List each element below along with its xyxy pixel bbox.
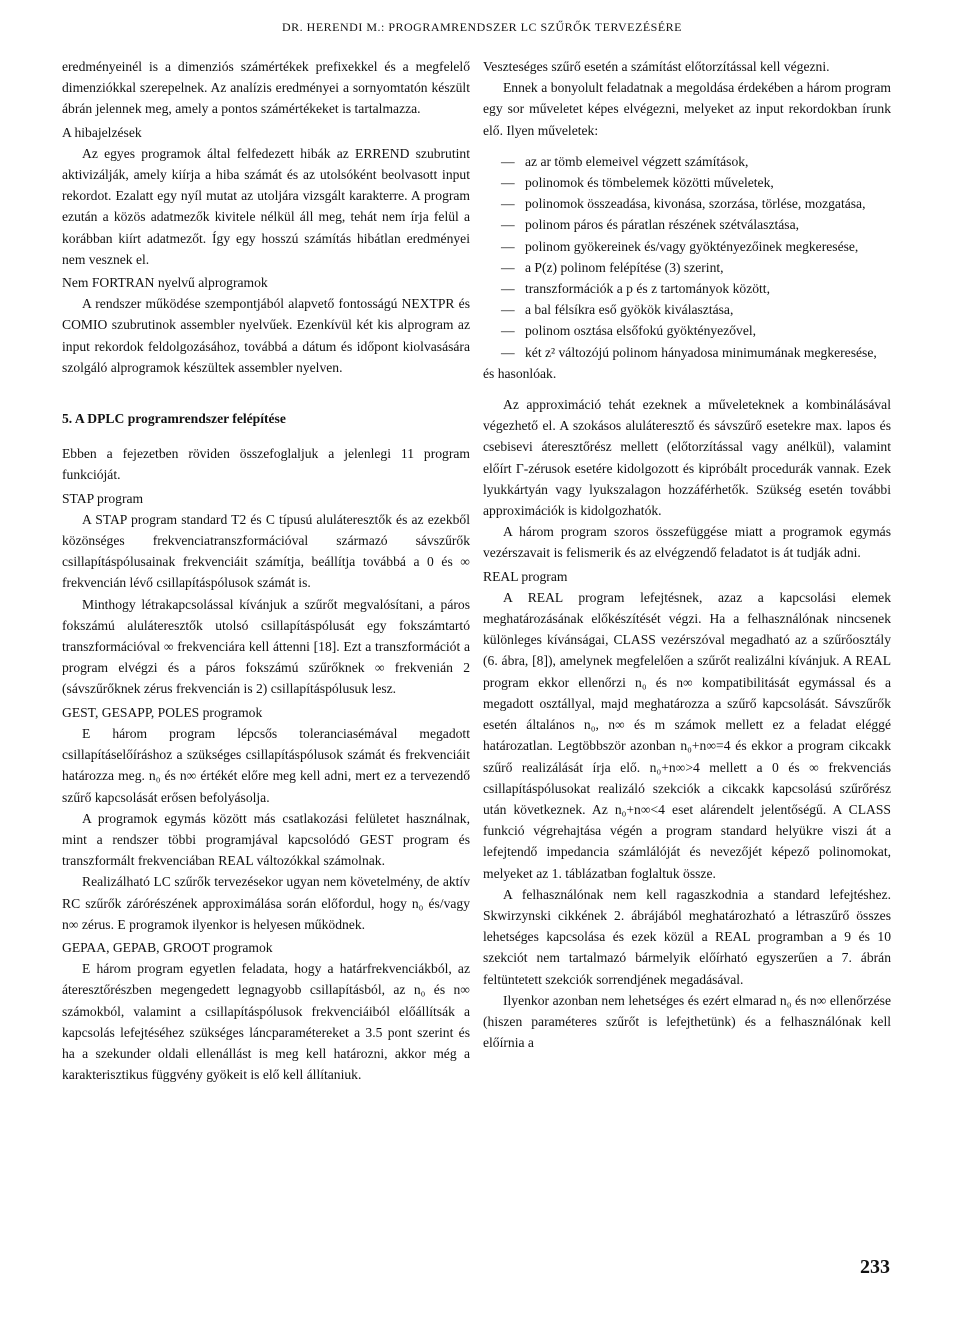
- paragraph: E három program egyetlen feladata, hogy a határfrekvenciákból, az áteresztőrészben megengedett legnagyobb csillapításból, az n₀ és n∞ számokból, valamint a csillapításpólusok frekvenciáiból előállítsák a kapcsolás lefejtéséhez szükséges láncparamétereket a 3.5 pont szerint és ha a szekunder oldali ellenállást is meg kell határozni, akkor még a karakterisztikus függvény gyökeit is elő kell állítaniuk.: [62, 961, 470, 1083]
- paragraph: A felhasználónak nem kell ragaszkodnia a standard lefejtéshez. Skwirzynski cikkének 2. ábrájából meghatározható a létraszűrő összes lehetséges kapcsolása és ezek közül a REAL programban a 9 és 10 szekciót nem tartalmazó bármelyik előírható egyszerűen a 7. ábrán feltüntetett szekciók sorrendjének megadásával.: [483, 886, 891, 987]
- page-number: 233: [860, 1256, 890, 1278]
- list-item: — polinom gyökereinek és/vagy gyöktényezőinek megkeresése,: [483, 236, 891, 257]
- paragraph: Veszteséges szűrő esetén a számítást előtorzítással kell végezni.: [483, 59, 830, 74]
- running-header: DR. HERENDI M.: PROGRAMRENDSZER LC SZŰRŐK TERVEZÉSÉRE: [281, 20, 682, 34]
- list-item: — polinomok és tömbelemek közötti műveletek,: [483, 172, 891, 193]
- list-item: — a bal félsíkra eső gyökök kiválasztása,: [483, 299, 891, 320]
- list-item: — polinom osztása elsőfokú gyöktényezővel,: [483, 320, 891, 341]
- subheading: Nem FORTRAN nyelvű alprogramok: [62, 275, 268, 291]
- subheading: A hibajelzések: [62, 124, 142, 140]
- paragraph: A programok egymás között más csatlakozási felületet használnak, mint a rendszer többi programjával kapcsolódó GEST program és transzformált frekvenciában REAL változókkal számolnak.: [62, 810, 470, 869]
- list-item: — két z² változójú polinom hányadosa minimumának megkeresése,: [483, 342, 891, 363]
- list-end: és hasonlóak.: [483, 365, 557, 381]
- paragraph: Az approximáció tehát ezeknek a műveleteknek a kombinálásával végezhető el. A szokásos aluláteresztő és sávszűrő esetekre max. lapos és csebisevi áteresztőrész mellett (előtorzítással vagy anélkül), valamint előírt Γ-zérusok esetére kidolgozott és kipróbált procedurák vannak. Ezek lyukkártyán vagy lyukszalagon hozzáférhetők. Szükség esetén további approximációk is kidolgozhatók.: [483, 397, 891, 519]
- paragraph: Minthogy létrakapcsolással kívánjuk a szűrőt megvalósítani, a páros fokszámú aluláteresztők utolsó csillapításpólusát egy fokszámtartó transzformációval ∞ frekvenciára kell áttenni [18]. Ezt a transzformációt a program elvégzi és a páros fokszámú szűrőknek ∞ frekvenián 2 (sávszűrőknek zérus frekvencián is 2) csillapításpólusuk lesz.: [62, 596, 470, 697]
- paragraph: A STAP program standard T2 és C típusú aluláteresztők és az ezekből közönséges frekvenciatranszformációval származó sávszűrők csillapításpólusainak frekvenciáit számítja, beállítja továbbá a 0 és ∞ frekvencián lévő csillapításpólusok számát is.: [62, 511, 470, 591]
- list-item: — transzformációk a p és z tartományok között,: [483, 278, 891, 299]
- paragraph: Ebben a fejezetben röviden összefoglaljuk a jelenlegi 11 program funkcióját.: [62, 446, 470, 483]
- paragraph: eredményeinél is a dimenziós számértékek prefixekkel és a megfelelő dimenziókkal szerepelnek. Az analízis eredményei a sornyomtatón készült ábrán jelennek meg, amely a pontos számértékeket is tartalmazza.: [62, 59, 470, 117]
- paragraph: A rendszer működése szempontjából alapvető fontosságú NEXTPR és COMIO szubrutinok assembler nyelvűek. Ezenkívül két kis alprogram az input rekordok feldolgozásához, továbbá a dátum és időpont kiolvasására szolgáló alprogramok készültek assembler nyelven.: [62, 296, 470, 375]
- paragraph: Realizálható LC szűrők tervezésekor ugyan nem követelmény, de aktív RC szűrők zárórészének approximálása során előfordul, hogy n₀ és/vagy n∞ zérus. E programok ilyenkor is helyesen működnek.: [62, 874, 470, 932]
- paragraph: A REAL program lefejtésnek, azaz a kapcsolási elemek meghatározásának előkészítését végzi. Ha a felhasználónak nincsenek különleges kívánságai, CLASS vezérszóval megadható az a szűrőosztály (6. ábra, [8]), amelynek megfelelően a szűrőt realizálni kívánjuk. A REAL program ekkor ellenőrzi n₀ és n∞ kompatibilitását egymással és a megadott osztállyal, majd meghatározza a szűrő kapcsolását. Sávszűrők esetén általános n₀, n∞ és m számok mellett ez a feladat eléggé határozatlan. Legtöbbször azonban n₀+n∞=4 és ekkor a program cikcakk szűrő realizálását írja elő. n₀+n∞>4 mellett a 0 és ∞ frekvenciás csillapításpólusokat realizáló szekciók a cikcakk kapcsolású szűrőrész után következnek. Az n₀+n∞<4 eset alárendelt jelentőségű. A CLASS funkció végrehajtása végén a program standard helyükre viszi át a lefejtendő impedancia számlálóját és nevezőjét képező polinomokat, melyeket az 1. táblázatban foglaltuk össze.: [483, 589, 891, 881]
- subheading: GEPAA, GEPAB, GROOT programok: [62, 939, 273, 955]
- subheading: STAP program: [62, 490, 144, 506]
- right-column: [483, 56, 891, 1053]
- subheading: REAL program: [483, 568, 568, 584]
- left-column: [62, 56, 470, 1085]
- paragraph: Az egyes programok által felfedezett hibák az ERREND szubrutint aktivizálják, amely kiírja a hiba számát és az utolsóként beolvasott input rekordot. Ezalatt egy nyíl mutat az utoljára vizsgált karakterre. A program ezután a közös adatmezők kivitele nélkül áll meg, tehát nem írja felül a korábban kiírt adatmezőt. Így egy hosszú számítás hibátlan eredményei nem vesznek el.: [62, 145, 470, 267]
- paragraph: A három program szoros összefüggése miatt a programok egymás vezérszavait is felismerik és az elvégzendő feladatot is át tudják adni.: [483, 524, 891, 561]
- section-heading: 5. A DPLC programrendszer felépítése: [62, 411, 286, 427]
- paragraph: Ennek a bonyolult feladatnak a megoldása érdekében a három program egy sor műveletet képes elvégezni, melyeket az input rekordokban írunk elő. Ilyen műveletek:: [483, 80, 891, 138]
- list-item: — polinom páros és páratlan részének szétválasztása,: [483, 214, 891, 235]
- list-item: — a P(z) polinom felépítése (3) szerint,: [483, 257, 891, 278]
- paragraph: Ilyenkor azonban nem lehetséges és ezért elmarad n₀ és n∞ ellenőrzése (hiszen paraméteres szűrőt is lefejthetünk) és a felhasználónak kell előírnia a: [483, 992, 891, 1051]
- operations-list: [483, 151, 891, 363]
- list-item: — az ar tömb elemeivel végzett számítások,: [483, 151, 891, 172]
- subheading: GEST, GESAPP, POLES programok: [62, 704, 263, 720]
- list-item: — polinomok összeadása, kivonása, szorzása, törlése, mozgatása,: [483, 193, 891, 214]
- paragraph: E három program lépcsős toleranciasémával megadott csillapításelőíráshoz a szükséges csillapításpólusok számát és frekvenciáit határozza meg. n₀ és n∞ értékét előre meg kell adni, mert ez a tervezendő szűrő kapcsolását erősen befolyásolja.: [62, 725, 470, 805]
